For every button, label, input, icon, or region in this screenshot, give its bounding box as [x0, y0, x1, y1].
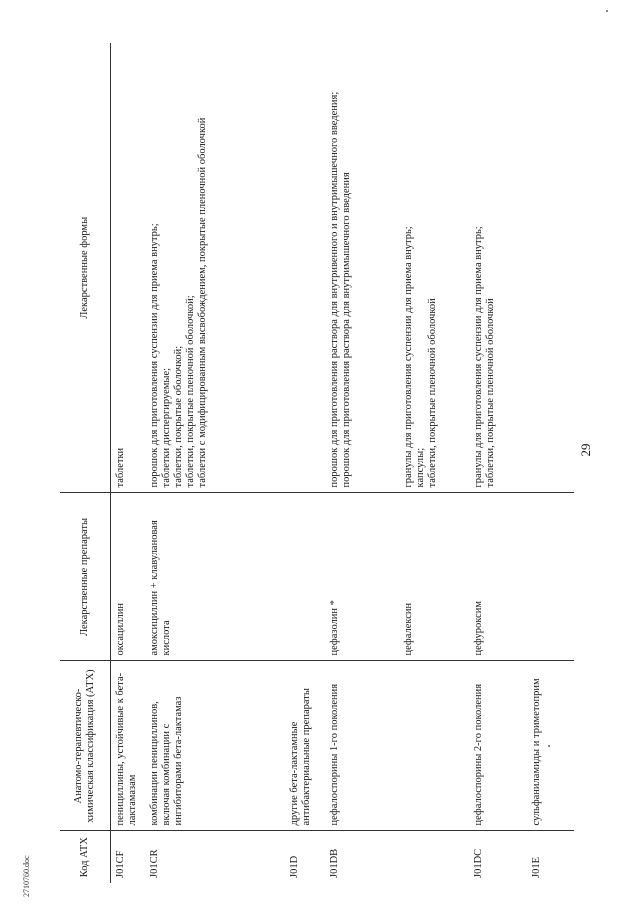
row-drug: цефалексин	[399, 493, 469, 661]
row-atc: сульфаниламиды и триметоприм	[527, 661, 575, 831]
row-code	[399, 831, 469, 883]
row-drug: цефуроксим	[469, 493, 527, 661]
row-forms: порошок для приготовления суспензии для приема внутрь; таблетки диспергируемые; таблетки, покрытые оболочкой; таблетки, покрытые пленочной оболочкой; таблетки с модифицированным высвобождением, покрытые пленочной оболочкой	[145, 43, 285, 493]
scan-speck	[606, 10, 608, 12]
row-forms: порошок для приготовления раствора для внутривенного и внутримышечного введения; порошок для приготовления раствора для внутримышечного введения	[325, 43, 399, 493]
page-number: 29	[578, 443, 593, 457]
header-drugs: Лекарственные препараты	[60, 493, 111, 661]
row-code: J01DC	[472, 848, 484, 878]
row-drug	[285, 493, 325, 661]
row-forms	[527, 43, 575, 493]
table-row	[111, 43, 145, 883]
row-forms: гранулы для приготовления суспензии для приема внутрь; таблетки, покрытые пленочной оболочкой	[469, 43, 527, 493]
row-code: J01D	[288, 855, 300, 878]
row-code: J01CR	[148, 849, 160, 878]
row-code: J01DB	[328, 848, 340, 878]
header-atc-classification: Анатомо-терапевтическо-химическая классификация (АТХ)	[60, 661, 111, 831]
table-row	[325, 43, 399, 883]
row-drug: цефазолин *	[325, 493, 399, 661]
table-row	[285, 43, 325, 883]
row-atc: комбинации пенициллинов, включая комбинации с ингибиторами бета-лактамаз	[145, 661, 285, 831]
row-atc: другие бета-лактамные антибактериальные препараты	[285, 661, 325, 831]
row-atc	[399, 661, 469, 831]
header-dosage-forms: Лекарственные формы	[60, 43, 111, 493]
row-atc: цефалоспорины 2-го поколения	[469, 661, 527, 831]
row-forms: таблетки	[111, 43, 145, 493]
table-row	[399, 43, 469, 883]
row-forms	[285, 43, 325, 493]
table-row	[145, 43, 285, 883]
document-filename: 2710760.doc	[22, 855, 31, 897]
row-drug: оксациллин	[111, 493, 145, 661]
scan-speck	[548, 745, 550, 747]
table-row	[527, 43, 575, 883]
row-code: J01CF	[115, 850, 126, 878]
table-row	[469, 43, 527, 883]
row-drug	[527, 493, 575, 661]
medications-table	[60, 43, 574, 883]
row-code: J01E	[530, 857, 542, 878]
row-atc: цефалоспорины 1-го поколения	[325, 661, 399, 831]
row-atc: пенициллины, устойчивые к бета-лактамазам	[111, 661, 145, 831]
header-atc-code: Код АТХ	[60, 831, 111, 883]
row-forms: гранулы для приготовления суспензии для приема внутрь; капсулы; таблетки, покрытые пленочной оболочкой	[399, 43, 469, 493]
table-header-row	[60, 43, 111, 883]
row-drug: амоксициллин + клавулановая кислота	[145, 493, 285, 661]
